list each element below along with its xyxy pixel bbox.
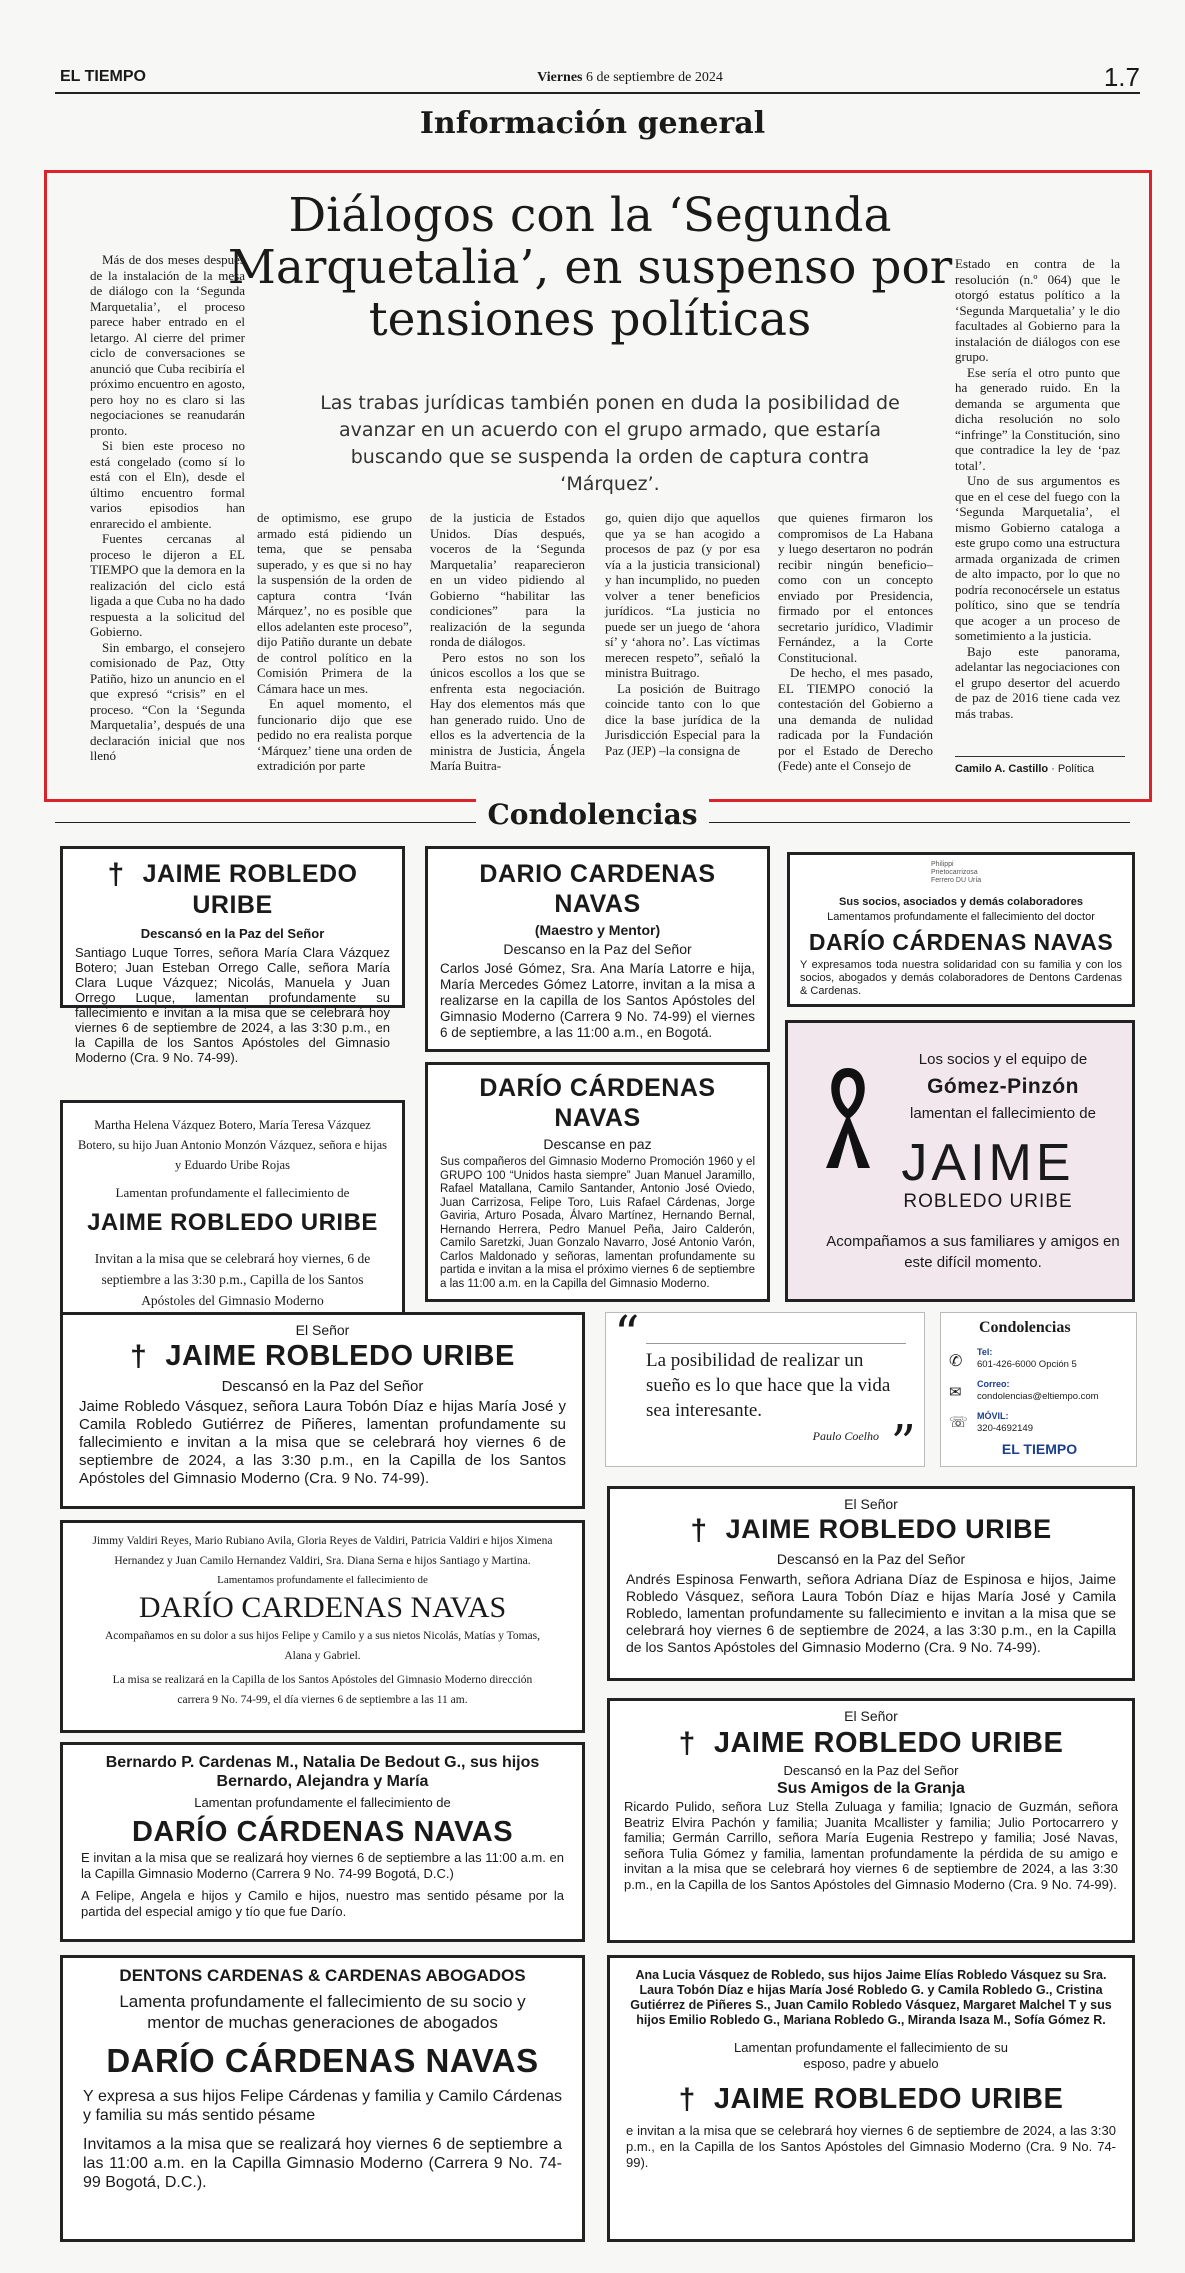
deceased-first-name: JAIME: [901, 1134, 1075, 1192]
card-subtitle: Sus socios, asociados y demás colaboradores: [839, 896, 1083, 908]
card-subtitle: Descansó en la Paz del Señor: [783, 1763, 959, 1779]
card-body: Y expresa a sus hijos Felipe Cárdenas y familia y Camilo Cárdenas y familia su más sentido pésame: [83, 2088, 562, 2124]
card-subtitle: Descansó en la Paz del Señor: [221, 1378, 424, 1396]
condolencias-title-text: Condolencias: [476, 798, 710, 831]
paragraph: En aquel momento, el funcionario dijo que ese pedido no era realista porque ‘Márquez’ tiene una orden de extradición por parte: [257, 696, 412, 773]
card-body: Acompañamos a sus familiares y amigos en este difícil momento.: [826, 1233, 1120, 1271]
paragraph: Sin embargo, el consejero comisionado de Paz, Otty Patiño, hizo un anuncio en el que expresó “crisis” en el proceso. “Con la ‘Segunda Marquetalia’, después de una declaración inicial que nos llenó: [90, 639, 245, 763]
paragraph: de la justicia de Estados Unidos. Días después, voceros de la ‘Segunda Marquetalia’ reaparecieron en un video pidiendo al Gobierno “habilitar las condiciones” para la realización de la segunda ronda de diálogos.: [430, 510, 585, 649]
card-mourners: Bernardo P. Cardenas M., Natalia De Bedout G., sus hijos Bernardo, Alejandra y María: [105, 1754, 540, 1790]
firm-intro: Los socios y el equipo de: [918, 1051, 1088, 1068]
cross-icon: †: [690, 1513, 708, 1547]
card-body: Acompañamos en su dolor a sus hijos Felipe y Camilo y a sus nietos Nicolás, Matías y Tomas, Alana y Gabriel.: [105, 1630, 540, 1662]
deceased-name-row: [626, 1512, 1116, 1548]
header-rule: [55, 92, 1140, 94]
deceased-name-row: [624, 1724, 1118, 1763]
condolence-card: [607, 1698, 1135, 1943]
condolence-card: [60, 1955, 585, 2242]
brand-logo: EL TIEMPO: [60, 68, 146, 85]
cross-icon: †: [678, 1727, 696, 1761]
condolence-card: [425, 1062, 770, 1302]
article-col-5: [778, 510, 933, 774]
card-body: La misa se realizará en la Capilla de los Santos Apóstoles del Gimnasio Moderno dirección carrera 9 No. 74-99, el día viernes 6 de septiembre a las 11 am.: [112, 1674, 533, 1706]
card-body: E invitan a la misa que se realizará hoy viernes 6 de septiembre a las 11:00 a.m. en la Capilla Gimnasio Moderno (Carrera 9 No. 74-99 Bogotá, D.C.): [81, 1850, 564, 1881]
open-quote-icon: “: [614, 1305, 640, 1363]
card-pretitle: El Señor: [295, 1322, 350, 1338]
paragraph: La posición de Buitrago coincide tanto con lo que dice la base jurídica de la Jurisdicción Especial para la Paz (JEP) –la consigna de: [605, 680, 760, 758]
date-weekday: Viernes: [537, 70, 583, 85]
paragraph: Fuentes cercanas al proceso le dijeron a EL TIEMPO que la demora en la realización del ciclo está ligada a que Cuba no ha dado respuesta a la solicitud del Gobierno.: [90, 531, 245, 639]
cross-icon: †: [678, 2083, 696, 2117]
deceased-name: JAIME ROBLEDO URIBE: [713, 2083, 1064, 2115]
article-col-3: [430, 510, 585, 774]
tel-number[interactable]: 601-426-6000 Opción 5: [977, 1359, 1077, 1370]
condolence-card: [60, 1520, 585, 1733]
card-subtitle: Descansó en la Paz del Señor: [776, 1550, 966, 1567]
article-col-2: [257, 510, 412, 774]
cross-icon: †: [107, 858, 125, 892]
deceased-name-row: [75, 859, 390, 920]
condolence-card-firm: [785, 1020, 1135, 1302]
mobile-number[interactable]: 320-4692149: [977, 1423, 1033, 1434]
deceased-name-row: [79, 1338, 566, 1375]
card-mourners: Ana Lucia Vásquez de Robledo, sus hijos Jaime Elías Robledo Vásquez su Sra. Laura Tobón Díaz e hijas María José Robledo G. y Camila Robledo G., Cristina Gutiérrez de Piñeres S., Juan Camilo Robledo Vásquez, Margaret Malchel T y sus hijos Emilio Robledo G., Mariana Robledo G., Miranda Isaza M., Sofía Gómez R.: [630, 1968, 1112, 2027]
article-col-1: [90, 252, 245, 764]
deceased-surname: ROBLEDO URIBE: [903, 1191, 1073, 1212]
whatsapp-icon: ☏: [949, 1414, 968, 1431]
cross-icon: †: [130, 1340, 148, 1374]
mail-icon: ✉: [949, 1384, 962, 1401]
contact-title: Condolencias: [979, 1319, 1071, 1336]
card-pretitle: El Señor: [844, 1496, 898, 1512]
card-subtitle: Lamentamos profundamente el fallecimiento de: [217, 1574, 428, 1586]
condolence-card: [60, 1312, 585, 1509]
card-body: Ricardo Pulido, señora Luz Stella Zuluaga y familia; Ignacio de Guzmán, señora Beatriz Elvira Pachón y familia; Juanita Mcallister y familia; Julio Portocarrero y familia; Germán Carrillo, señora María Eugenia Restrepo y familia; José Navas, señora Tulia Gómez y familia, lamentan profundamente la pérdida de su amigo e invitan a la misa que se celebrará hoy viernes 6 de septiembre de 2024, a las 3:30 p.m., en la Capilla de los Santos Apóstoles del Gimnasio Moderno (Cra. 9 No. 74-99).: [624, 1799, 1118, 1892]
article-title: Diálogos con la ‘Segunda Marquetalia’, en suspenso por tensiones políticas: [227, 188, 953, 347]
card-body: Santiago Luque Torres, señora María Clara Vázquez Botero; Juan Esteban Orrego Calle, señora María Clara Luque Vázquez; Nicolás, Manuela y Juan Orrego Luque, lamentan profundamente su fallecimiento e invitan a la misa que se celebrará hoy viernes 6 de septiembre de 2024, a las 3:30 p.m., en la Capilla de los Santos Apóstoles del Gimnasio Moderno (Cra. 9 No. 74-99).: [75, 945, 390, 1066]
byline-role: · Política: [1051, 763, 1094, 775]
quote-author: Paulo Coelho: [812, 1429, 879, 1443]
card-subtitle: Lamentan profundamente el fallecimiento de: [115, 1185, 350, 1200]
deceased-name: DARÍO CARDENAS NAVAS: [138, 1591, 507, 1624]
tel-label: Tel:: [977, 1347, 993, 1357]
card-group: Sus Amigos de la Granja: [777, 1780, 965, 1798]
article-col-6: [955, 256, 1120, 721]
brand-logo: EL TIEMPO: [1001, 1441, 1078, 1457]
deceased-name: JAIME ROBLEDO URIBE: [725, 1514, 1052, 1544]
card-body: Invitamos a la misa que se realizará hoy viernes 6 de septiembre a las 11:00 a.m. en la Capilla Gimnasio Moderno (Carrera 9 No. 74-99 Bogotá, D.C.).: [83, 2136, 562, 2191]
card-body: e invitan a la misa que se celebrará hoy viernes 6 de septiembre de 2024, a las 3:30 p.m., en la Capilla de los Santos Apóstoles del Gimnasio Moderno (Cra. 9 No. 74-99).: [626, 2123, 1116, 2171]
firm-name: DENTONS CARDENAS & CARDENAS ABOGADOS: [119, 1966, 526, 1985]
card-subtitle: Descanso en la Paz del Señor: [503, 941, 692, 957]
deceased-name: DARÍO CÁRDENAS NAVAS: [131, 1816, 514, 1848]
mail-address[interactable]: condolencias@eltiempo.com: [977, 1391, 1099, 1402]
paragraph: que quienes firmaron los compromisos de La Habana y luego desertaron no podrán recibir ningún beneficio– como con un concepto enviado por Presidencia, firmado por el entonces secretario jurídico, Vladimir Fernández, a la Corte Constitucional.: [778, 510, 933, 665]
paragraph: Estado en contra de la resolución (n.º 064) que le otorgó estatus político a la ‘Segunda Marquetalia’ y le dio facultades al Gobierno para la instalación de diálogos con ese grupo.: [955, 256, 1120, 364]
paragraph: Pero estos no son los únicos escollos a los que se enfrenta esta negociación. Hay dos elementos más que han generado ruido. Uno de ellos es la advertencia de la ministra de Justicia, Ángela María Buitra-: [430, 649, 585, 773]
deceased-name: DARÍO CÁRDENAS NAVAS: [808, 929, 1114, 955]
card-subtitle: Descansó en la Paz del Señor: [140, 926, 325, 942]
firm-name: Gómez-Pinzón: [927, 1075, 1079, 1098]
card-body: Invitan a la misa que se celebrará hoy viernes, 6 de septiembre a las 3:30 p.m., Capilla de los Santos Apóstoles del Gimnasio Moderno: [94, 1251, 371, 1308]
article-col-4: [605, 510, 760, 758]
contact-box: [940, 1312, 1137, 1467]
paragraph: Uno de sus argumentos es que en el cese del fuego con la ‘Segunda Marquetalia’, el mismo Gobierno cataloga a este grupo como una estructura armada organizada de crimen de alto impacto, por lo que no podría reconocérsele un estatus político, sino que se tendría que acoger a un proceso de sometimiento a la justicia.: [955, 473, 1120, 643]
deceased-name: JAIME ROBLEDO URIBE: [142, 860, 358, 920]
section-title: Información general: [419, 106, 766, 141]
deceased-name: DARÍO CÁRDENAS NAVAS: [106, 2042, 539, 2079]
card-body: A Felipe, Angela e hijos y Camilo e hijos, nuestro mas sentido pésame por la partida del especial amigo y tío que fue Darío.: [81, 1888, 564, 1919]
paragraph: Si bien este proceso no está congelado (como sí lo está con el Eln), desde el último encuentro formal varios episodios han enrarecido el ambiente.: [90, 438, 245, 531]
mobile-label: MÓVIL:: [977, 1411, 1009, 1421]
deceased-name: DARIO CARDENAS NAVAS: [479, 860, 716, 918]
card-subtitle: lamentan el fallecimiento de: [910, 1105, 1096, 1122]
paragraph: Bajo este panorama, adelantar las negociaciones con el grupo desertor del acuerdo de paz de 2016 tiene cada vez más trabas.: [955, 643, 1120, 721]
card-subtitle: (Maestro y Mentor): [534, 922, 661, 938]
quote-box: [605, 1305, 925, 1472]
condolence-card: [60, 1100, 405, 1338]
byline-author: Camilo A. Castillo: [955, 763, 1049, 775]
issue-date: [480, 70, 780, 86]
card-subtitle: Lamentan profundamente el fallecimiento de: [194, 1795, 451, 1810]
paragraph: Ese sería el otro punto que ha generado ruido. En la demanda se argumenta que dicha resolución no solo “infringe” la Constitución, sino que contradice la ley de ‘paz total’.: [955, 364, 1120, 473]
condolence-card: [60, 1742, 585, 1942]
deceased-name-row: [626, 2080, 1116, 2119]
mail-label: Correo:: [977, 1379, 1010, 1389]
paragraph: Más de dos meses después de la instalación de la mesa de diálogo con la ‘Segunda Marquetalia’, el proceso parece haber entrado en el letargo. Al cierre del primer ciclo de conversaciones se anunció que Cuba recibiría el próximo encuentro en agosto, pero hoy no es claro si las negociaciones se reanudarán pronto.: [90, 252, 245, 438]
deceased-name: JAIME ROBLEDO URIBE: [165, 1340, 515, 1372]
card-body: Jaime Robledo Vásquez, señora Laura Tobón Díaz e hijas María José y Camila Robledo Gutiérrez de Piñeres, lamentan profundamente su fallecimiento e invitan a la misa que se celebrará hoy viernes 6 de septiembre de 2024, a las 3:30 p.m., en la Capilla de los Santos Apóstoles del Gimnasio Moderno (Cra. 9 No. 74-99).: [79, 1398, 566, 1488]
date-text: 6 de septiembre de 2024: [586, 70, 723, 85]
card-subtitle: Lamentan profundamente el fallecimiento de su esposo, padre y abuelo: [734, 2040, 1008, 2071]
card-body: Y expresamos toda nuestra solidaridad con su familia y con los socios, abogados y demás colaboradores de Dentons Cardenas & Cardenas.: [800, 959, 1122, 997]
condolence-card: [787, 852, 1135, 1007]
close-quote-icon: ”: [890, 1414, 916, 1472]
paragraph: go, quien dijo que aquellos que ya se han acogido a procesos de paz (y por esa vía a la justicia transicional) y han incumplido, no pueden volver a tener beneficios jurídicos. “La justicia no puede ser un juego de ‘ahora sí’ y ‘ahora no’. Las víctimas merecen respeto”, señaló la ministra Buitrago.: [605, 510, 760, 680]
card-subtitle: Lamenta profundamente el fallecimiento de su socio y mentor de muchas generaciones de abogados: [119, 1992, 526, 2032]
card-body: Andrés Espinosa Fenwarth, señora Adriana Díaz de Espinosa e hijos, Jaime Robledo Vásquez, señora Laura Tobón Díaz e hijas María José y Camila Robledo, lamentan profundamente su fallecimiento e invitan a la misa que se celebrará hoy viernes 6 de septiembre de 2024, a las 3:30 p.m., en la Capilla de los Santos Apóstoles del Gimnasio Moderno (Cra. 9 No. 74-99).: [626, 1570, 1116, 1655]
phone-icon: ✆: [949, 1353, 963, 1370]
card-body: Carlos José Gómez, Sra. Ana María Latorre e hija, María Mercedes Gómez Latorre, invitan a la misa a realizarse en la capilla de los Santos Apóstoles del Gimnasio Moderno (Carrera 9 No. 74-99) el viernes 6 de septiembre, a las 11:00 a.m., en Bogotá.: [440, 961, 755, 1040]
deceased-name: JAIME ROBLEDO URIBE: [713, 1727, 1064, 1759]
card-pretitle: El Señor: [844, 1708, 898, 1724]
condolence-card: [60, 846, 405, 1066]
condolence-card: [607, 1486, 1135, 1681]
card-mourners: Martha Helena Vázquez Botero, María Teresa Vázquez Botero, su hijo Juan Antonio Monzón Vázquez, señora e hijas y Eduardo Uribe Rojas: [77, 1118, 388, 1172]
card-mourners: Jimmy Valdiri Reyes, Mario Rubiano Avila, Gloria Reyes de Valdiri, Patricia Valdiri e hijos Ximena Hernandez y Juan Camilo Hernandez Valdiri, Sra. Diana Serna e hijos Santiago y Martina.: [92, 1535, 553, 1567]
deceased-name: DARÍO CÁRDENAS NAVAS: [479, 1074, 716, 1132]
condolence-card: [425, 846, 770, 1052]
condolence-card: [607, 1955, 1135, 2242]
quote-text: La posibilidad de realizar un sueño es lo que hace que la vida sea interesante.: [646, 1343, 906, 1423]
condolencias-title: [0, 798, 1185, 831]
paragraph: De hecho, el mes pasado, EL TIEMPO conoció la contestación del Gobierno a una demanda de nulidad radicada por la Fundación por el Estado de Derecho (Fede) ante el Consejo de: [778, 665, 933, 773]
byline: [955, 756, 1125, 775]
article-deck: Las trabas jurídicas también ponen en duda la posibilidad de avanzar en un acuerdo con el grupo armado, que estaría buscando que se suspenda la orden de captura contra ‘Márquez’.: [320, 392, 900, 495]
deceased-name: JAIME ROBLEDO URIBE: [87, 1209, 378, 1236]
paragraph: de optimismo, ese grupo armado está pidiendo un tema, que se pensaba superado, y es que si no hay la suspensión de la orden de captura contra ‘Iván Márquez’, no es posible que ellos adelanten este proceso”, dijo Patiño durante un debate de control político en la Comisión Primera de la Cámara hace un mes.: [257, 510, 412, 696]
firm-logo: Philippi Prietocarrizosa Ferrero DU Uría: [931, 861, 982, 884]
card-subtitle: Descanse en paz: [543, 1136, 652, 1152]
card-body: Sus compañeros del Gimnasio Moderno Promoción 1960 y el GRUPO 100 “Unidos hasta siempre” Juan Manuel Jaramillo, Rafael Matallana, Camilo Santander, Antonio José Oviedo, Juan Carrizosa, Felipe Toro, Luis Rafael Cárdenas, Jorge Gaviria, Arturo Posada, Álvaro Martínez, Hernando Bernal, Hernando Herrera, Pedro Manuel Peña, Jairo Calderón, Camilo Saretzki, Juan Gonzalo Navarro, José Antonio Varón, Carlos Maldonado y señoras, lamentan profundamente su partida e invitan a la misa el próximo viernes 6 de septiembre a las 11:00 a.m. en la Capilla del Gimnasio Moderno.: [440, 1156, 755, 1290]
card-subtitle: Lamentamos profundamente el fallecimiento del doctor: [827, 911, 1095, 923]
page-number: 1.7: [1103, 62, 1140, 92]
